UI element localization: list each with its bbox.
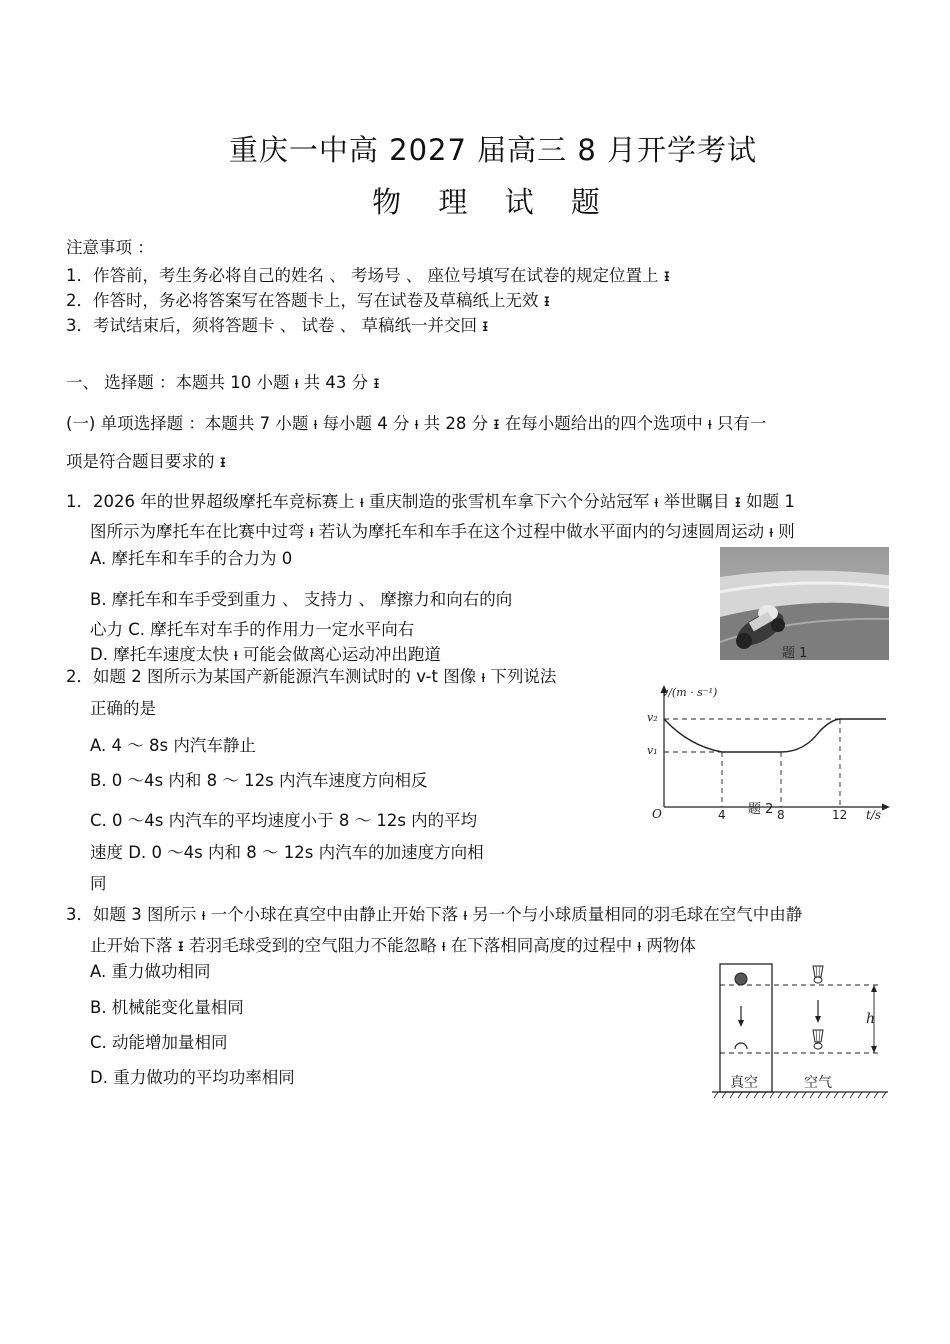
subsection-line-1: (一) 单项选择题 ：本题共 7 小题 ᵼ 每小题 4 分 ᵼ 共 28 分 ᵻ 在每小题给出的四个选项中 ᵼ 只有一: [66, 414, 767, 433]
vt-tick-12: 12: [832, 808, 848, 822]
q3-option-d: D. 重力做功的平均功率相同: [90, 1068, 295, 1087]
q2-stem-line-1: 2．如题 2 图所示为某国产新能源汽车测试时的 v-t 图像 ᵼ 下列说法: [66, 667, 557, 686]
air-label: 空气: [804, 1075, 832, 1091]
shuttlecock-top: [813, 966, 823, 983]
vt-v2-label: v₂: [647, 711, 658, 724]
q1-stem-line-1: 1．2026 年的世界超级摩托车竞标赛上 ᵼ 重庆制造的张雪机车拿下六个分站冠军 ᵼ 举世瞩目 ᵻ 如题 1: [66, 492, 795, 511]
height-label: h: [866, 1011, 876, 1027]
q2-option-c: C. 0 ～4s 内汽车的平均速度小于 8 ～ 12s 内的平均: [90, 811, 478, 830]
q3-stem-line-1: 3．如题 3 图所示 ᵼ 一个小球在真空中由静止开始下落 ᵼ 另一个与小球质量相同的羽毛球在空气中由静: [66, 905, 803, 924]
q3-stem-line-2: 止开始下落 ᵻ 若羽毛球受到的空气阻力不能忽略 ᵼ 在下落相同高度的过程中 ᵼ 两物体: [90, 936, 696, 955]
q2-option-d-end: 同: [90, 874, 107, 893]
section-heading: 一、 选择题 ：本题共 10 小题 ᵼ 共 43 分 ᵻ: [66, 373, 380, 392]
exam-title: 重庆一中高 2027 届高三 8 月开学考试: [228, 133, 758, 167]
q1-option-d: D. 摩托车速度太快 ᵼ 可能会做离心运动冲出跑道: [90, 645, 441, 664]
vt-xlabel: t/s: [866, 808, 882, 822]
q1-option-a: A. 摩托车和车手的合力为 0: [90, 549, 293, 568]
velocity-curve: [664, 719, 886, 752]
vt-ylabel: v/(m · s⁻¹): [662, 686, 718, 699]
q2-option-a: A. 4 ～ 8s 内汽车静止: [90, 736, 256, 755]
q1-option-b: B. 摩托车和车手受到重力 、 支持力 、 摩擦力和向右的向: [90, 590, 513, 609]
shuttlecock-bottom: [813, 1030, 823, 1049]
vacuum-label: 真空: [730, 1075, 758, 1091]
vt-tick-4: 4: [718, 808, 726, 822]
q1-option-b-c: 心力 C. 摩托车对车手的作用力一定水平向右: [90, 620, 415, 639]
vt-origin: O: [652, 807, 662, 821]
figure-1-caption: 题 1: [782, 646, 808, 661]
ball-top: [735, 973, 747, 985]
figure-2-caption: 题 2: [748, 802, 774, 817]
notice-heading: 注意事项 ：: [66, 238, 154, 257]
q3-option-a: A. 重力做功相同: [90, 962, 211, 981]
q2-option-b: B. 0 ～4s 内和 8 ～ 12s 内汽车速度方向相反: [90, 771, 428, 790]
q1-stem-line-2: 图所示为摩托车在比赛中过弯 ᵼ 若认为摩托车和车手在这个过程中做水平面内的匀速圆周运动 ᵼ 则: [90, 522, 795, 541]
falling-objects-figure: [710, 958, 892, 1102]
notice-item-2: 2．作答时，务必将答案写在答题卡上，写在试卷及草稿纸上无效 ᵻ: [66, 291, 550, 310]
subject-title: 物 理 试 题: [372, 185, 614, 219]
q2-option-c-d: 速度 D. 0 ～4s 内和 8 ～ 12s 内汽车的加速度方向相: [90, 843, 484, 862]
q3-option-b: B. 机械能变化量相同: [90, 998, 244, 1017]
notice-item-3: 3．考试结束后，须将答题卡 、 试卷 、 草稿纸一并交回 ᵻ: [66, 316, 489, 335]
q2-stem-line-2: 正确的是: [90, 699, 156, 718]
subsection-line-2: 项是符合题目要求的 ᵻ: [66, 452, 226, 471]
ball-bottom: [735, 1043, 747, 1049]
vt-tick-8: 8: [777, 808, 785, 822]
q3-option-c: C. 动能增加量相同: [90, 1033, 228, 1052]
vt-v1-label: v₁: [647, 744, 658, 757]
notice-item-1: 1．作答前，考生务必将自己的姓名 、 考场号 、 座位号填写在试卷的规定位置上 ᵻ: [66, 266, 670, 285]
